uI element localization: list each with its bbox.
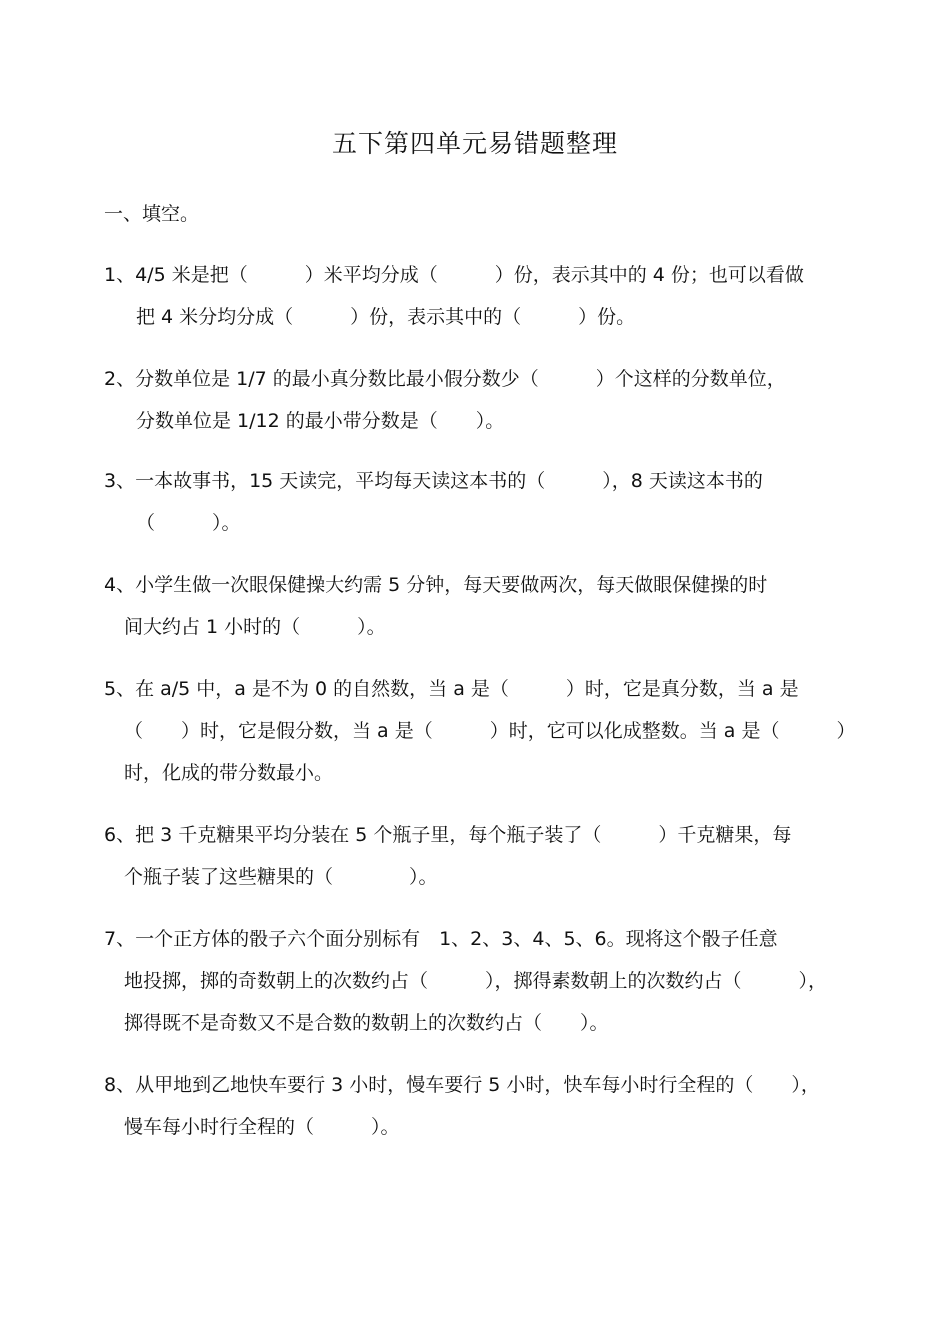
question-line: 2、分数单位是 1/7 的最小真分数比最小假分数少（ ）个这样的分数单位， <box>104 368 786 390</box>
question-2 <box>104 358 864 442</box>
question-line: 时，化成的带分数最小。 <box>124 762 334 784</box>
question-line: 1、4/5 米是把（ ）米平均分成（ ）份，表示其中的 4 份；也可以看做 <box>104 264 804 286</box>
question-line: 8、从甲地到乙地快车要行 3 小时，慢车要行 5 小时，快车每小时行全程的（ ）， <box>104 1074 820 1096</box>
section-heading: 一、填空。 <box>104 203 200 225</box>
question-3 <box>104 460 864 544</box>
question-line: 掷得既不是奇数又不是合数的数朝上的次数约占（ ）。 <box>124 1012 609 1034</box>
question-6 <box>104 814 864 898</box>
question-line: 3、一本故事书，15 天读完，平均每天读这本书的（ ），8 天读这本书的 <box>104 470 763 492</box>
question-line: （ ）时，它是假分数，当 a 是（ ）时，它可以化成整数。当 a 是（ ） <box>124 720 856 742</box>
question-line: 地投掷，掷的奇数朝上的次数约占（ ），掷得素数朝上的次数约占（ ）， <box>124 970 828 992</box>
page-title: 五下第四单元易错题整理 <box>331 129 618 158</box>
question-line: 7、一个正方体的骰子六个面分别标有 1、2、3、4、5、6。现将这个骰子任意 <box>104 928 778 950</box>
question-line: 间大约占 1 小时的（ ）。 <box>124 616 386 638</box>
question-8 <box>104 1064 864 1148</box>
question-line: 5、在 a/5 中，a 是不为 0 的自然数，当 a 是（ ）时，它是真分数，当 a 是 <box>104 678 799 700</box>
question-line: 把 4 米分均分成（ ）份，表示其中的（ ）份。 <box>136 306 636 328</box>
question-1 <box>104 254 864 338</box>
question-4 <box>104 564 864 648</box>
question-line: 慢车每小时行全程的（ ）。 <box>124 1116 400 1138</box>
question-line: 4、小学生做一次眼保健操大约需 5 分钟，每天要做两次，每天做眼保健操的时 <box>104 574 768 596</box>
question-5 <box>104 668 864 794</box>
question-line: （ ）。 <box>136 512 241 534</box>
question-7 <box>104 918 864 1044</box>
question-line: 6、把 3 千克糖果平均分装在 5 个瓶子里，每个瓶子装了（ ）千克糖果，每 <box>104 824 792 846</box>
question-line: 分数单位是 1/12 的最小带分数是（ ）。 <box>136 410 505 432</box>
question-line: 个瓶子装了这些糖果的（ ）。 <box>124 866 438 888</box>
